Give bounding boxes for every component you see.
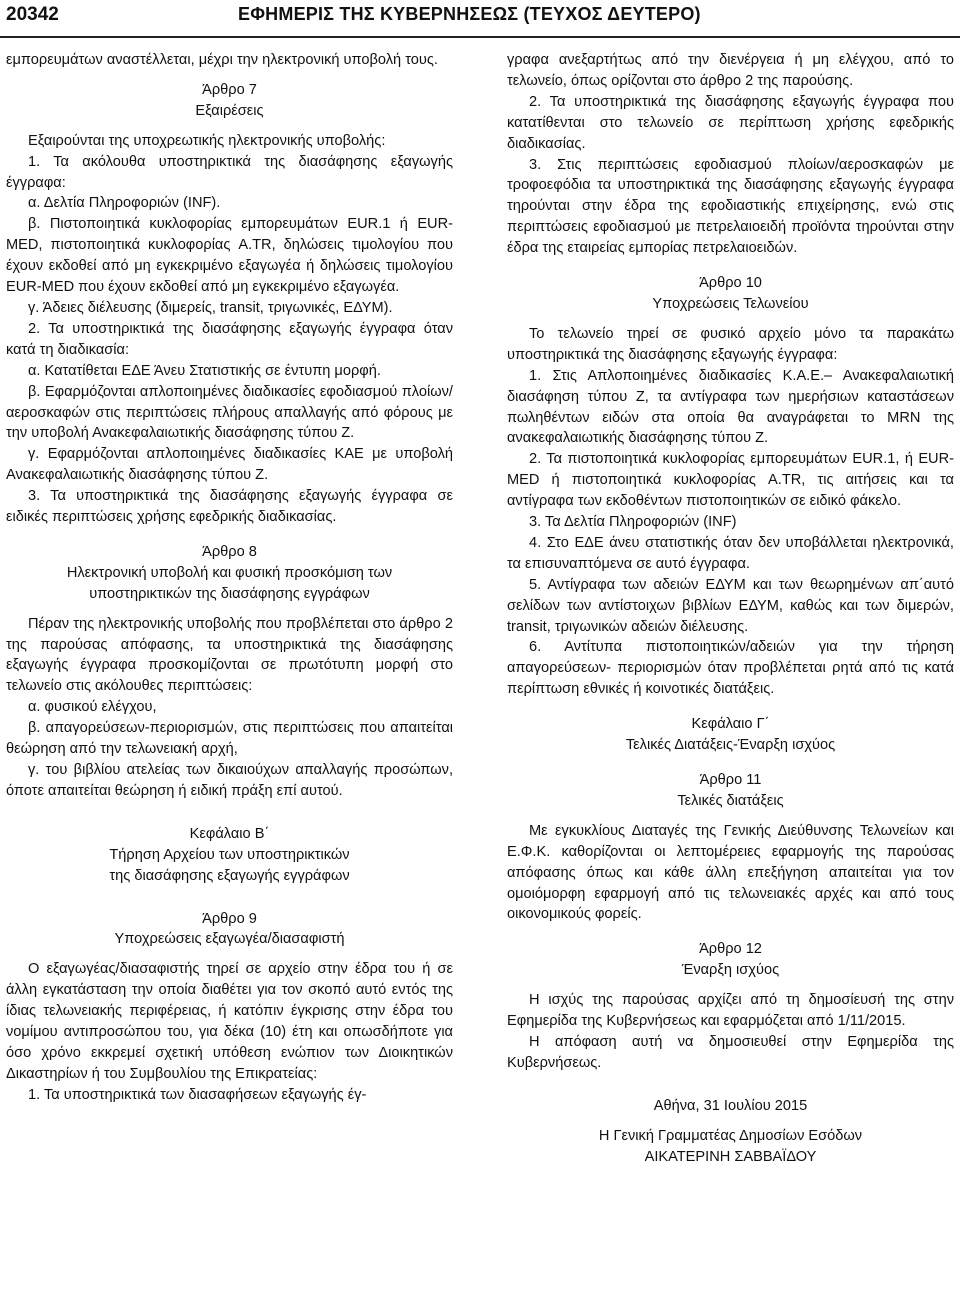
article-subtitle: Υποχρεώσεις εξαγωγέα/διασαφιστή [114, 931, 345, 948]
paragraph: 1. Στις Απλοποιημένες διαδικασίες Κ.Α.Ε.– Ανακεφαλαιωτική διασάφηση τύπου Ζ, τα αντίγραφα των ημερήσιων καταστάσεων πωληθέντων ειδών στα οποία θα αναγράφεται το MRN της ανακεφαλαιωτικής διασάφησης τύπου Ζ. [507, 367, 954, 447]
paragraph: Πέραν της ηλεκτρονικής υποβολής που προβλέπεται στο άρθρο 2 της παρούσας απόφασης, τα υποστηρικτικά της διασάφησης εξαγωγής έγγραφα προσκομίζονται σε πρωτότυπη μορφή στο τελωνείο στις ακόλουθες περιπτώσεις: [6, 615, 453, 695]
gazette-title: ΕΦΗΜΕΡΙΣ ΤΗΣ ΚΥΒΕΡΝΗΣΕΩΣ (ΤΕΥΧΟΣ ΔΕΥΤΕΡΟ) [238, 4, 701, 24]
paragraph: γ. του βιβλίου ατελείας των δικαιούχων απαλλαγής προσώπων, όποτε απαιτείται θεώρηση ή ειδική πράξη επί αυτού. [6, 762, 453, 799]
paragraph: 6. Αντίτυπα πιστοποιητικών/αδειών για την τήρηση απαγορεύσεων- περιορισμών όταν προβλέπεται ρητά από τις κατά περίπτωση εθνικές ή κοινοτικές διατάξεις. [507, 639, 954, 698]
paragraph: α. Κατατίθεται ΕΔΕ Άνευ Στατιστικής σε έντυπη μορφή. [28, 362, 381, 379]
paragraph: 3. Τα Δελτία Πληροφοριών (INF) [529, 514, 737, 531]
chapter-title: Κεφάλαιο Β΄ [189, 825, 270, 842]
page-number: 20342 [6, 4, 59, 25]
paragraph: 2. Τα πιστοποιητικά κυκλοφορίας εμπορευμάτων EUR.1, ή EUR-MED ή πιστοποιητικά κυκλοφορίας A.TR, τις αιτήσεις και τα αντίγραφα των εκδοθέντων πιστοποιητικών σε ειδικό φάκελο. [507, 451, 954, 510]
right-column [507, 50, 954, 1168]
paragraph: β. Εφαρμόζονται απλοποιημένες διαδικασίες εφοδιασμού πλοίων/αεροσκαφών στις περιπτώσεις πλήρους απαλλαγής από φόρους με την υποβολή Ανακεφαλαιωτικής διασάφησης τύπου Ζ. [6, 383, 453, 442]
paragraph: Εξαιρούνται της υποχρεωτικής ηλεκτρονικής υποβολής: [28, 132, 386, 149]
article-title: Άρθρο 11 [699, 772, 762, 788]
paragraph: 1. Τα ακόλουθα υποστηρικτικά της διασάφησης εξαγωγής έγγραφα: [6, 153, 453, 191]
paragraph: 5. Αντίγραφα των αδειών ΕΔΥΜ και των θεωρημένων απ΄αυτό σελίδων των αντίστοιχων βιβλίων ΕΔΥΜ, καθώς και των διμερών, transit, τριγωνικών αδειών διέλευσης. [507, 576, 954, 635]
paragraph: α. Δελτία Πληροφοριών (INF). [28, 195, 221, 212]
article-subtitle: υποστηρικτικών της διασάφησης εγγράφων [89, 585, 370, 602]
paragraph: εμπορευμάτων αναστέλλεται, μέχρι την ηλεκτρονική υποβολή τους. [6, 52, 438, 68]
chapter-subtitle: Τήρηση Αρχείου των υποστηρικτικών [109, 846, 350, 863]
article-title: Άρθρο 7 [202, 81, 257, 98]
signature-place-date: Αθήνα, 31 Ιουλίου 2015 [653, 1097, 808, 1114]
chapter-subtitle: Τελικές Διατάξεις-Έναρξη ισχύος [625, 737, 836, 754]
article-subtitle: Εξαιρέσεις [195, 102, 264, 119]
paragraph: Η ισχύς της παρούσας αρχίζει από τη δημοσίευσή της στην Εφημερίδα της Κυβερνήσεως και εφαρμόζεται από 1/11/2015. [507, 992, 954, 1030]
chapter-subtitle: της διασάφησης εξαγωγής εγγράφων [109, 867, 350, 884]
paragraph: α. φυσικού ελέγχου, [28, 699, 157, 716]
article-title: Άρθρο 9 [202, 910, 257, 927]
paragraph: 2. Τα υποστηρικτικά της διασάφησης εξαγωγής έγγραφα που κατατίθενται στο τελωνείο σε περίπτωση χρήσης εφεδρικής διαδικασίας. [507, 93, 954, 152]
paragraph: γ. Άδειες διέλευσης (διμερείς, transit, τριγωνικές, ΕΔΥΜ). [28, 299, 393, 316]
article-subtitle: Ηλεκτρονική υποβολή και φυσική προσκόμιση των [66, 564, 393, 581]
signature-name: ΑΙΚΑΤΕΡΙΝΗ ΣΑΒΒΑΪΔΟΥ [644, 1148, 817, 1165]
paragraph: Το τελωνείο τηρεί σε φυσικό αρχείο μόνο τα παρακάτω υποστηρικτικά της διασάφησης εξαγωγής έγγραφα: [507, 325, 954, 363]
paragraph: 2. Τα υποστηρικτικά της διασάφησης εξαγωγής έγγραφα όταν κατά τη διαδικασία: [6, 320, 453, 358]
paragraph: 3. Τα υποστηρικτικά της διασάφησης εξαγωγής έγγραφα σε ειδικές περιπτώσεις χρήσης εφεδρικής διαδικασίας. [6, 488, 453, 526]
paragraph: γραφα ανεξαρτήτως από την διενέργεια ή μη ελέγχου, από το τελωνείο, όπως ορίζονται στο άρθρο 2 της παρούσης. [507, 52, 954, 89]
paragraph: 3. Στις περιπτώσεις εφοδιασμού πλοίων/αεροσκαφών με τροφοεφόδια τα υποστηρικτικά της διασάφησης εξαγωγής έγγραφα τηρούνται στην έδρα της εφοδιαστικής επιχείρησης, ενώ στις περιπτώσεις εφοδιασμού με πετρελαιοειδή προϊόντα τηρούνται στην έδρα της εταιρείας εμπορίας πετρελαιοειδών. [507, 156, 954, 257]
article-subtitle: Υποχρεώσεις Τελωνείου [652, 295, 809, 312]
chapter-title: Κεφάλαιο Γ΄ [691, 716, 770, 733]
article-subtitle: Τελικές διατάξεις [677, 792, 784, 809]
paragraph: Η απόφαση αυτή να δημοσιευθεί στην Εφημερίδα της Κυβερνήσεως. [507, 1033, 954, 1071]
article-subtitle: Έναρξη ισχύος [681, 962, 780, 979]
paragraph: 4. Στο ΕΔΕ άνευ στατιστικής όταν δεν υποβάλλεται ηλεκτρονικά, τα επισυναπτόμενα σε αυτό έγγραφα. [507, 534, 954, 572]
article-title: Άρθρο 8 [202, 543, 257, 560]
paragraph: γ. Εφαρμόζονται απλοποιημένες διαδικασίες ΚΑΕ με υποβολή Ανακεφαλαιωτικής διασάφησης τύπου Ζ. [6, 446, 453, 484]
paragraph: Με εγκυκλίους Διαταγές της Γενικής Διεύθυνσης Τελωνείων και Ε.Φ.Κ. καθορίζονται οι λεπτομέρειες εφαρμογής της παρούσας απόφασης όπως και κάθε άλλη επεξήγηση απαιτείται για τον ομοιόμορφη εφαρμογή από τις τελωνειακές αρχές και από τους οικονομικούς φορείς. [507, 822, 954, 923]
paragraph: Ο εξαγωγέας/διασαφιστής τηρεί σε αρχείο στην έδρα του ή σε άλλη εγκατάσταση την οποία διαθέτει για τον σκοπό αυτό εντός της ίδιας τελωνειακής περιφέρειας, ή κατόπιν έγκρισης στην έδρα του νομίμου αντιπροσώπου του, για δέκα (10) έτη και οπωσδήποτε για όσο χρόνο εκκρεμεί σχετική υπόθεση ενώπιον των Διοικητικών Δικαστηρίων ή του Συμβουλίου της Επικρατείας: [6, 961, 453, 1082]
paragraph: 1. Τα υποστηρικτικά των διασαφήσεων εξαγωγής έγ- [28, 1086, 367, 1103]
left-column [6, 50, 453, 1106]
paragraph: β. απαγορεύσεων-περιορισμών, στις περιπτώσεις που απαιτείται θεώρηση από την τελωνειακή αρχή, [6, 720, 453, 758]
signature-role: Η Γενική Γραμματέας Δημοσίων Εσόδων [598, 1127, 863, 1144]
page-header [0, 0, 960, 38]
paragraph: β. Πιστοποιητικά κυκλοφορίας εμπορευμάτων EUR.1 ή EUR-MED, πιστοποιητικά κυκλοφορίας A.TR, δηλώσεις τιμολογίου που έχουν εκδοθεί από μη εγκεκριμένο εξαγωγέα ή δηλώσεις τιμολογίου EUR-MED που έχουν εκδοθεί από μη εγκεκριμένο εξαγωγέα. [6, 216, 453, 296]
article-title: Άρθρο 10 [699, 275, 762, 292]
article-title: Άρθρο 12 [699, 941, 762, 958]
